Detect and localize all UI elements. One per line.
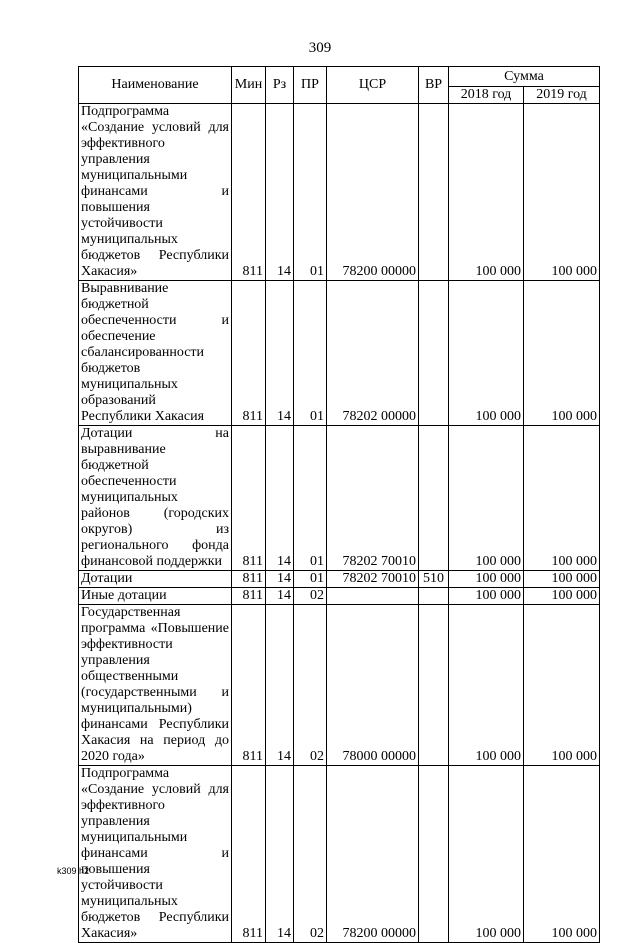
table-row [79, 766, 600, 943]
cell-csr [327, 588, 419, 605]
cell-csr: 78202 00000 [327, 281, 419, 426]
cell-rz: 14 [266, 104, 294, 281]
cell-min: 811 [232, 605, 266, 766]
header-year-2018: 2018 год [449, 87, 524, 104]
cell-csr: 78000 00000 [327, 605, 419, 766]
cell-rz: 14 [266, 766, 294, 943]
cell-vr [419, 605, 449, 766]
cell-pr: 01 [294, 571, 327, 588]
cell-pr: 02 [294, 588, 327, 605]
cell-y2019: 100 000 [524, 426, 600, 571]
cell-y2018: 100 000 [449, 605, 524, 766]
table-row [79, 605, 600, 766]
footer-code: k309 h2 [57, 866, 90, 876]
cell-name: Дотации на выравнивание бюджетной обеспеченности муниципальных районов (городских округов) из регионального фонда финансовой поддержки [79, 426, 232, 571]
cell-pr: 01 [294, 281, 327, 426]
header-rz: Рз [266, 67, 294, 104]
cell-name: Подпрограмма «Создание условий для эффективного управления муниципальными финансами и повышения устойчивости муниципальных бюджетов Республики Хакасия» [79, 104, 232, 281]
cell-vr [419, 281, 449, 426]
header-pr: ПР [294, 67, 327, 104]
cell-rz: 14 [266, 571, 294, 588]
cell-name: Дотации [79, 571, 232, 588]
header-name: Наименование [79, 67, 232, 104]
cell-rz: 14 [266, 588, 294, 605]
cell-vr: 510 [419, 571, 449, 588]
cell-y2019: 100 000 [524, 766, 600, 943]
cell-y2018: 100 000 [449, 571, 524, 588]
table-row [79, 104, 600, 281]
cell-name: Выравнивание бюджетной обеспеченности и обеспечение сбалансированности бюджетов муниципальных образований Республики Хакасия [79, 281, 232, 426]
cell-vr [419, 588, 449, 605]
page-number: 309 [308, 40, 332, 56]
cell-y2018: 100 000 [449, 426, 524, 571]
cell-csr: 78202 70010 [327, 571, 419, 588]
cell-pr: 02 [294, 605, 327, 766]
cell-csr: 78200 00000 [327, 766, 419, 943]
header-csr: ЦСР [327, 67, 419, 104]
cell-min: 811 [232, 766, 266, 943]
cell-min: 811 [232, 571, 266, 588]
cell-vr [419, 426, 449, 571]
cell-csr: 78200 00000 [327, 104, 419, 281]
cell-csr: 78202 70010 [327, 426, 419, 571]
table-row [79, 571, 600, 588]
header-year-2019: 2019 год [524, 87, 600, 104]
cell-min: 811 [232, 588, 266, 605]
header-sum: Сумма [449, 67, 600, 87]
cell-y2018: 100 000 [449, 766, 524, 943]
budget-table [78, 66, 600, 943]
cell-pr: 01 [294, 104, 327, 281]
cell-min: 811 [232, 426, 266, 571]
cell-y2019: 100 000 [524, 571, 600, 588]
cell-y2018: 100 000 [449, 104, 524, 281]
cell-rz: 14 [266, 281, 294, 426]
cell-name: Государственная программа «Повышение эффективности управления общественными (государственными и муниципальными) финансами Республики Хакасия на период до 2020 года» [79, 605, 232, 766]
cell-rz: 14 [266, 426, 294, 571]
header-vr: ВР [419, 67, 449, 104]
cell-y2019: 100 000 [524, 281, 600, 426]
cell-y2018: 100 000 [449, 588, 524, 605]
cell-vr [419, 766, 449, 943]
cell-pr: 02 [294, 766, 327, 943]
cell-min: 811 [232, 281, 266, 426]
cell-y2018: 100 000 [449, 281, 524, 426]
cell-min: 811 [232, 104, 266, 281]
table-row [79, 588, 600, 605]
cell-pr: 01 [294, 426, 327, 571]
table-row [79, 426, 600, 571]
cell-name: Подпрограмма «Создание условий для эффективного управления муниципальными финансами и повышения устойчивости муниципальных бюджетов Республики Хакасия» [79, 766, 232, 943]
cell-vr [419, 104, 449, 281]
cell-y2019: 100 000 [524, 605, 600, 766]
cell-name: Иные дотации [79, 588, 232, 605]
cell-y2019: 100 000 [524, 104, 600, 281]
cell-y2019: 100 000 [524, 588, 600, 605]
table-row [79, 281, 600, 426]
cell-rz: 14 [266, 605, 294, 766]
header-min: Мин [232, 67, 266, 104]
